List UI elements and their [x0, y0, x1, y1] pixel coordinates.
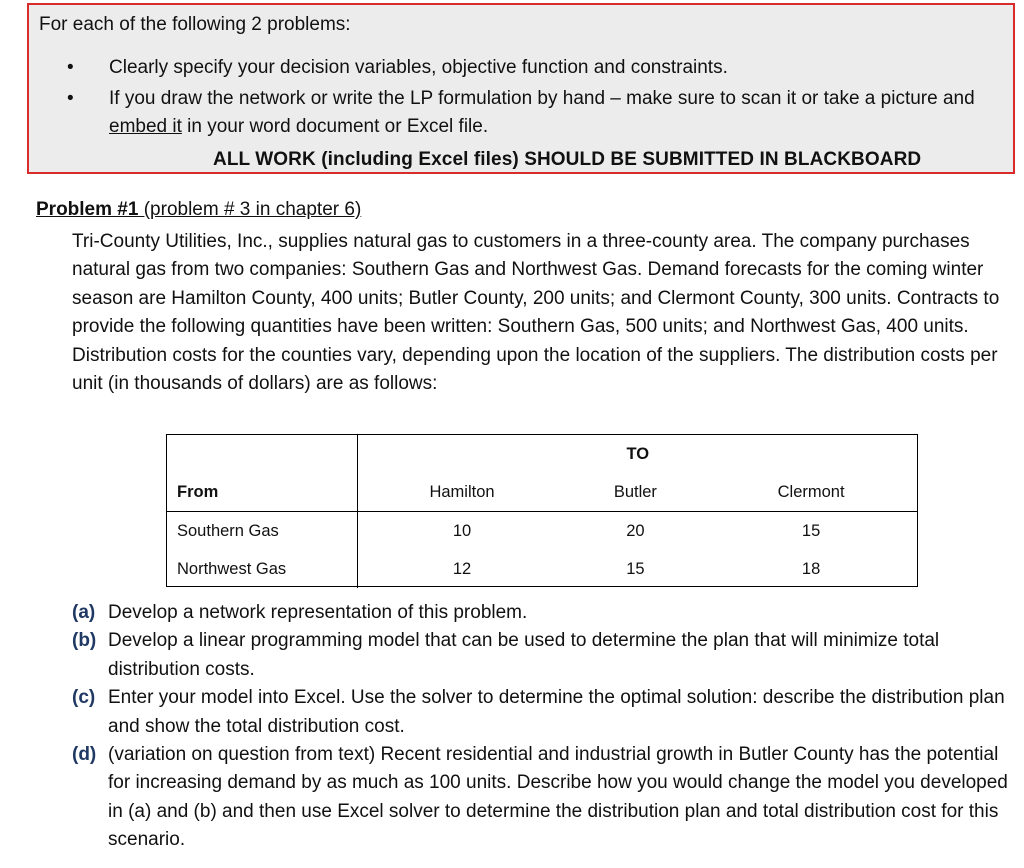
table-column-header: Clermont — [704, 473, 918, 512]
table-header-row — [166, 473, 918, 512]
question-item — [72, 627, 1012, 684]
question-text: Develop a network representation of this problem. — [108, 602, 528, 623]
table-row-source: Northwest Gas — [166, 550, 357, 588]
question-item — [72, 741, 1012, 855]
instruction-bullet-1-text: Clearly specify your decision variables, objective function and constraints. — [109, 57, 728, 78]
table-to-label: TO — [626, 444, 650, 463]
submission-note: ALL WORK (including Excel files) SHOULD BE SUBMITTED IN BLACKBOARD — [213, 149, 922, 170]
table-row-source: Southern Gas — [166, 512, 357, 551]
problem-title: Problem #1 — [36, 199, 139, 220]
bullet-dot-icon: • — [67, 88, 74, 109]
table-column-header: Butler — [567, 473, 705, 512]
question-label: (a) — [72, 602, 96, 623]
table-cell: 18 — [801, 560, 821, 578]
question-list — [72, 599, 1012, 855]
embed-it-emphasis: embed it — [109, 116, 182, 137]
instruction-bullet-2-post: in your word document or Excel file. — [181, 116, 489, 137]
problem-heading — [36, 196, 361, 224]
question-text: Develop a linear programming model that can be used to determine the plan that will minimize total distribution costs. — [108, 630, 940, 680]
question-label: (b) — [72, 630, 97, 652]
problem-description: Tri-County Utilities, Inc., supplies natural gas to customers in a three-county area. The company purchases natural gas from two companies: Southern Gas and Northwest Gas. Demand forecasts for the coming winter season are Hamilton County, 400 units; Butler County, 200 units; and Clermont County, 300 units. Contracts to provide the following quantities have been written: Southern Gas, 500 units; and Northwest Gas, 400 units. Distribution costs for the counties vary, depending upon the location of the suppliers. The distribution costs per unit (in thousands of dollars) are as follows: — [72, 231, 1000, 395]
table-cell: 15 — [801, 522, 821, 540]
instruction-bullet-2-text — [109, 85, 999, 141]
question-item — [72, 599, 1012, 627]
table-cell: 12 — [452, 560, 472, 578]
instructions-box — [27, 3, 1015, 174]
question-label: (c) — [72, 687, 96, 709]
problem-subtitle: (problem # 3 in chapter 6) — [138, 199, 362, 220]
instructions-intro: For each of the following 2 problems: — [39, 14, 351, 35]
table-cell: 20 — [626, 522, 645, 540]
table-to-row — [166, 434, 918, 473]
table-column-header: Hamilton — [357, 473, 567, 512]
bullet-dot-icon: • — [67, 57, 74, 78]
distribution-cost-table — [166, 434, 918, 588]
instruction-bullet-2-pre: If you draw the network or write the LP formulation by hand – make sure to scan it or take a picture and — [109, 88, 975, 109]
table-cell: 15 — [626, 560, 645, 578]
question-text: Enter your model into Excel. Use the solver to determine the optimal solution: describe the distribution plan and show the total distribution cost. — [108, 687, 1005, 737]
table-from-label: From — [166, 473, 357, 512]
table-row — [166, 512, 918, 551]
question-text: (variation on question from text) Recent residential and industrial growth in Butler County has the potential for increasing demand by as much as 100 units. Describe how you would change the model you developed in (a) and (b) and then use Excel solver to determine the distribution plan and total distribution cost for this scenario. — [108, 744, 1008, 851]
question-item — [72, 684, 1012, 741]
question-label: (d) — [72, 744, 97, 766]
table-row — [166, 550, 918, 588]
table-cell: 10 — [452, 522, 472, 540]
